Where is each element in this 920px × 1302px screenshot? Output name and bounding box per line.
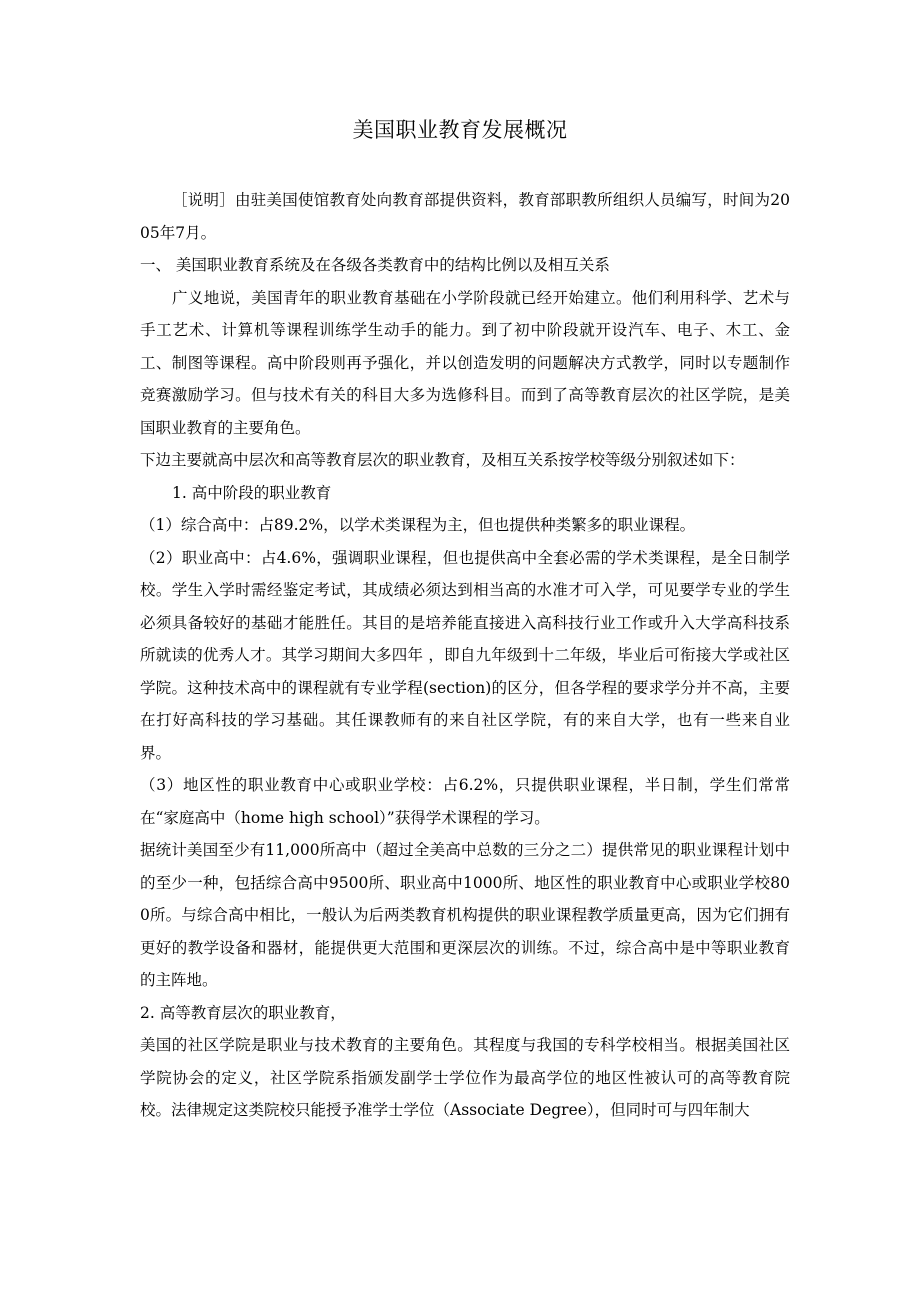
document-body (140, 184, 790, 1127)
list-item-vocational: （2）职业高中：占4.6%，强调职业课程，但也提供高中全套必需的学术类课程，是全日制学校。学生入学时需经鉴定考试，其成绩必须达到相当高的水准才可入学，可见要学专业的学生必须具备较好的基础才能胜任。其目的是培养能直接进入高科技行业工作或升入大学高科技系所就读的优秀人才。其学习期间大多四年 ，即自九年级到十二年级，毕业后可衔接大学或社区学院。这种技术高中的课程就有专业学程(section)的区分，但各学程的要求学分并不高，主要在打好高科技的学习基础。其任课教师有的来自社区学院，有的来自大学，也有一些来自业界。 (140, 548, 790, 762)
subsection-heading-2: 2. 高等教育层次的职业教育， (140, 1003, 346, 1022)
list-item-comprehensive: （1）综合高中：占89.2%，以学术类课程为主，但也提供种类繁多的职业课程。 (140, 516, 696, 534)
statistics-paragraph: 据统计美国至少有11,000所高中（超过全美高中总数的三分之二）提供常见的职业课程计划中的至少一种，包括综合高中9500所、职业高中1000所、地区性的职业教育中心或职业学校800所。与综合高中相比，一般认为后两类教育机构提供的职业课程教学质量更高，因为它们拥有更好的教学设备和器材，能提供更大范围和更深层次的训练。不过，综合高中是中等职业教育的主阵地。 (140, 841, 790, 989)
overview-paragraph: 下边主要就高中层次和高等教育层次的职业教育，及相互关系按学校等级分别叙述如下： (140, 451, 745, 469)
list-item-regional: （3）地区性的职业教育中心或职业学校：占6.2%，只提供职业课程，半日制，学生们常常在“家庭高中（home high school）”获得学术课程的学习。 (140, 776, 790, 827)
note-paragraph: ［说明］由驻美国使馆教育处向教育部提供资料，教育部职教所组织人员编写，时间为2005年7月。 (140, 191, 790, 242)
section-heading: 一、 美国职业教育系统及在各级各类教育中的结构比例以及相互关系 (140, 256, 610, 274)
document-title: 美国职业教育发展概况 (352, 118, 568, 142)
subsection-heading-1: 1. 高中阶段的职业教育 (172, 483, 332, 502)
community-college-paragraph: 美国的社区学院是职业与技术教育的主要角色。其程度与我国的专科学校相当。根据美国社区学院协会的定义，社区学院系指颁发副学士学位作为最高学位的地区性被认可的高等教育院校。法律规定这类院校只能授予准学士学位（Associate Degree），但同时可与四年制大 (140, 1036, 790, 1119)
intro-paragraph: 广义地说，美国青年的职业教育基础在小学阶段就已经开始建立。他们利用科学、艺术与手工艺术、计算机等课程训练学生动手的能力。到了初中阶段就开设汽车、电子、木工、金工、制图等课程。高中阶段则再予强化，并以创造发明的问题解决方式教学，同时以专题制作竞赛激励学习。但与技术有关的科目大多为选修科目。而到了高等教育层次的社区学院，是美国职业教育的主要角色。 (140, 288, 790, 437)
